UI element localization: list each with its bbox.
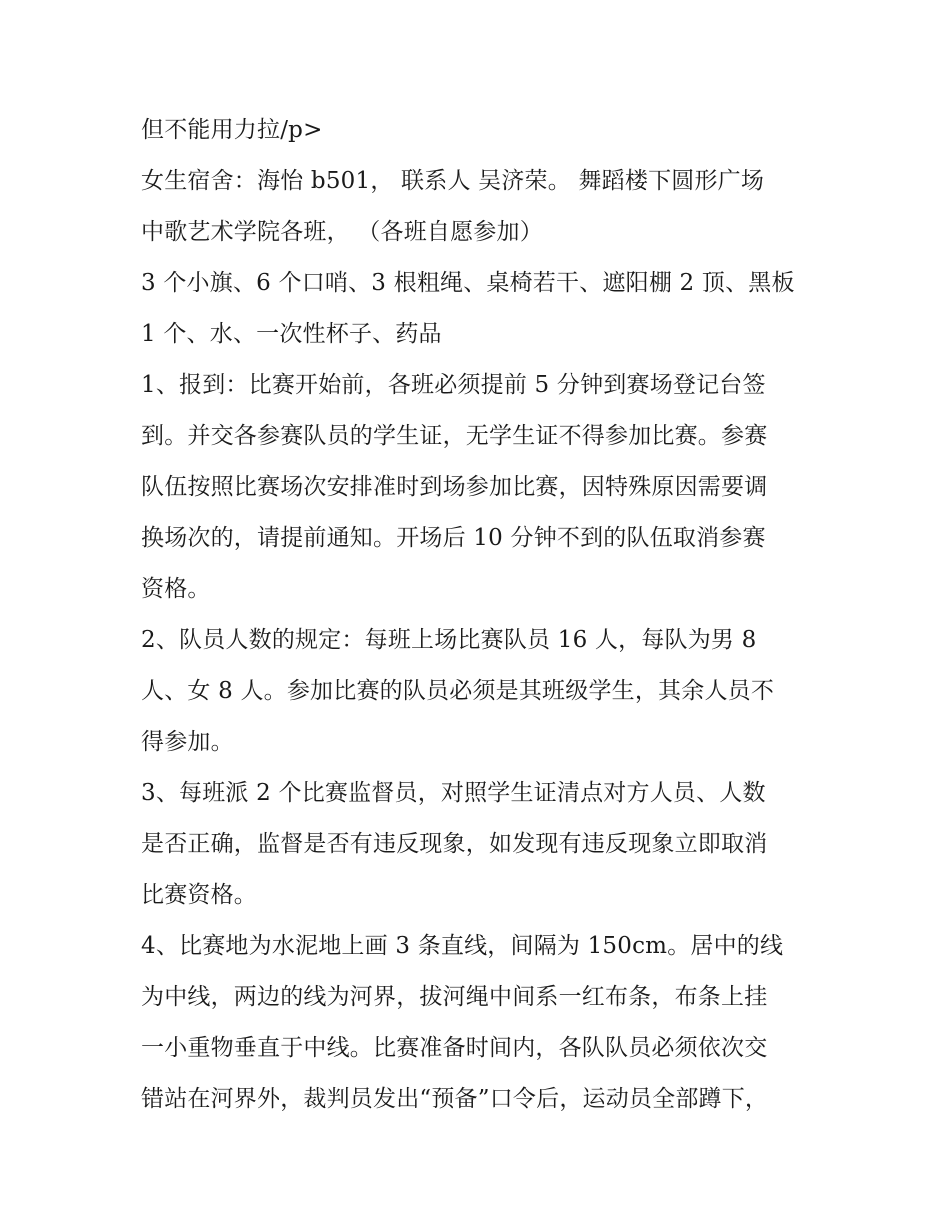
text-line: 队伍按照比赛场次安排准时到场参加比赛，因特殊原因需要调 [141, 474, 768, 500]
text-line: 为中线，两边的线为河界，拔河绳中间系一红布条，布条上挂 [141, 984, 768, 1010]
text-line: 3 个小旗、6 个口哨、3 根粗绳、桌椅若干、遮阳棚 2 顶、黑板 [141, 270, 795, 296]
text-line: 到。并交各参赛队员的学生证，无学生证不得参加比赛。参赛 [141, 423, 768, 449]
text-line: 得参加。 [141, 729, 234, 755]
text-line: 1 个、水、一次性杯子、药品 [141, 321, 442, 347]
text-line: 资格。 [141, 576, 211, 602]
text-line: 比赛资格。 [141, 882, 257, 908]
text-line: 女生宿舍：海怡 b501， 联系人 吴济荣。 舞蹈楼下圆形广场 [141, 168, 765, 194]
text-line: 2、队员人数的规定：每班上场比赛队员 16 人，每队为男 8 [141, 627, 757, 653]
text-line: 换场次的，请提前通知。开场后 10 分钟不到的队伍取消参赛 [141, 525, 766, 551]
text-line: 4、比赛地为水泥地上画 3 条直线，间隔为 150cm。居中的线 [141, 933, 784, 959]
text-line: 错站在河界外，裁判员发出“预备”口令后，运动员全部蹲下， [141, 1086, 769, 1112]
text-line: 但不能用力拉/p> [141, 117, 323, 143]
text-line: 一小重物垂直于中线。比赛准备时间内，各队队员必须依次交 [141, 1035, 768, 1061]
text-line: 1、报到：比赛开始前，各班必须提前 5 分钟到赛场登记台签 [141, 372, 766, 398]
text-line: 是否正确，监督是否有违反现象，如发现有违反现象立即取消 [141, 831, 768, 857]
text-line: 3、每班派 2 个比赛监督员，对照学生证清点对方人员、人数 [141, 780, 766, 806]
text-line: 人、女 8 人。参加比赛的队员必须是其班级学生，其余人员不 [141, 678, 775, 704]
text-line: 中歌艺术学院各班， （各班自愿参加） [141, 219, 543, 245]
